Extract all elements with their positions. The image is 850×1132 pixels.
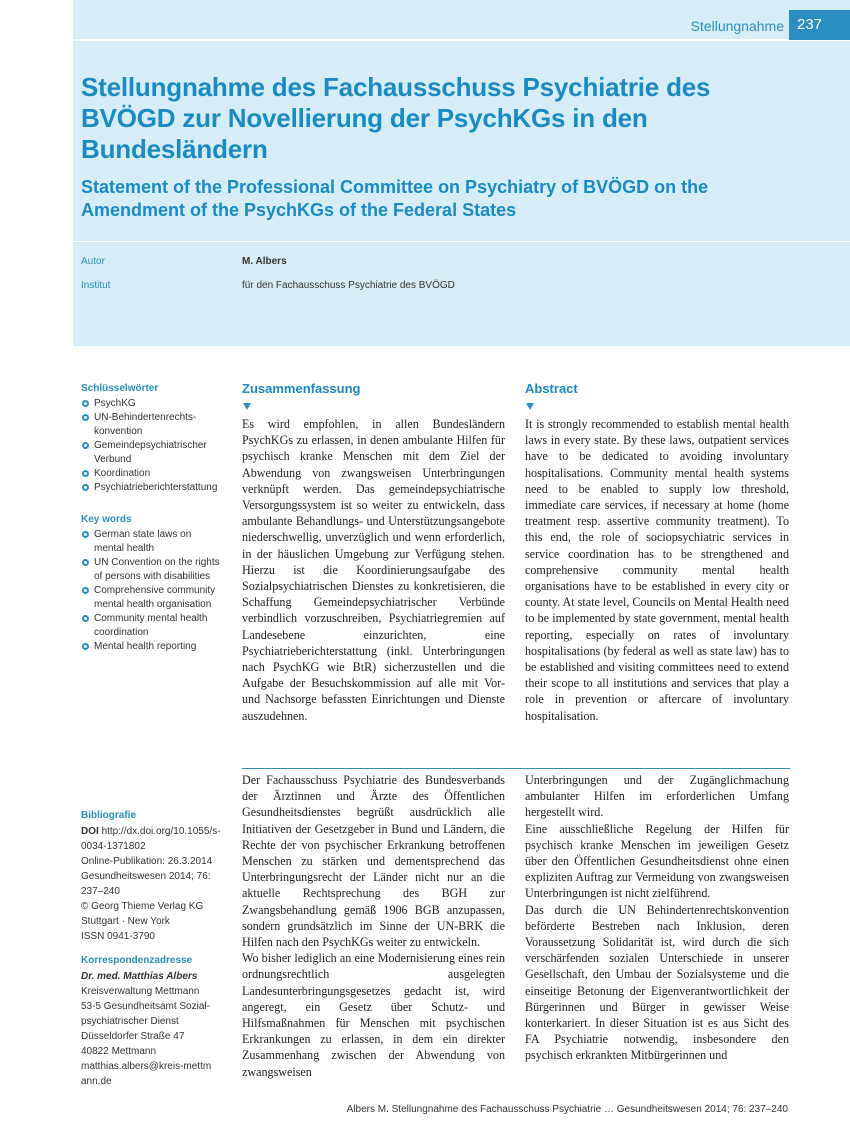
correspondence-email[interactable]: matthias.albers@kreis-mettmann.de	[81, 1061, 212, 1087]
triangle-down-icon	[526, 403, 534, 410]
bullet-icon	[82, 442, 89, 449]
institute-name: für den Fachausschuss Psychiatrie des BVÖGD	[242, 280, 455, 291]
title-german: Stellungnahme des Fachausschuss Psychiatrie des BVÖGD zur Novellierung der PsychKGs in den Bundesländern	[81, 72, 711, 164]
bullet-icon	[82, 587, 89, 594]
correspondence-line: 40822 Mettmann	[81, 1046, 157, 1057]
summary-text: Es wird empfohlen, in allen Bundesländern PsychKGs zu erlassen, in denen ambulante Hilfen für psychisch kranke Menschen mit dem Ziel der Abwendung von zwangsweisen Unterbringungen verknüpft werden. Das gemeindepsychiatrische Versorgungssystem ist so weiter zu entwickeln, dass ambulante Behandlungs- und Unterstützungsangebote niederschwellig, unverzüglich und wenn erforderlich, in der häuslichen Umgebung zur Verfügung stehen. Hierzu ist die Koordinierungsaufgabe des Sozialpsychiatrischen Dienstes zu konkretisieren, die Schaffung Gemeindepsychiatrischer Verbünde verbindlich vorzuschreiben, Psychiatriegremien auf Landesebene einzurichten, eine Psychiatrieberichterstattung (inkl. Unterbringungen nach PsychKG wie BtR) sicherzustellen und die Aufgabe der Besuchskommission auf alle mit Vor- und Nachsorge befassten Einrichtungen und Dienste auszudehnen.	[242, 417, 505, 723]
correspondence-heading: Korrespondenzadresse	[81, 955, 193, 966]
correspondence-line: 53-5 Gesundheitsamt Sozial-psychiatrischer Dienst	[81, 1001, 210, 1027]
header-band	[73, 0, 850, 346]
copyright: © Georg Thieme Verlag KG	[81, 901, 204, 912]
page-number: 237	[797, 16, 823, 33]
title-english: Statement of the Professional Committee on Psychiatry of BVÖGD on the Amendment of the PsychKGs of the Federal States	[81, 177, 709, 220]
doi-link[interactable]: http://dx.doi.org/10.1055/s-0034-1371802	[81, 826, 221, 852]
author-label: Autor	[81, 256, 105, 267]
page-footer: Albers M. Stellungnahme des Fachausschuss Psychiatrie … Gesundheitswesen 2014; 76: 237–240	[346, 1104, 788, 1115]
author-name: M. Albers	[242, 256, 287, 267]
body-paragraph: Das durch die UN Behindertenrechtskonvention beförderte Bestreben nach Inklusion, deren Voraussetzung Solidarität ist, wird durch die sich verschärfenden sozialen Unterschiede in unserer Gesellschaft, den Umbau der Sozialsysteme und die einseitige Betonung der Eigenverantwortlichkeit der Bürgerinnen und Bürger in gewisser Weise konterkariert. In dieser Situation ist es aus Sicht des FA Psychiatrie notwendig, insbesondere den psychisch erkrankten Mitbürgerinnen und	[525, 902, 789, 1063]
correspondence-block	[81, 969, 216, 1089]
body-column-right	[525, 772, 789, 1064]
abstract-text: It is strongly recommended to establish mental health laws in every state. By these laws, outpatient services have to be dedicated to avoiding involuntary hospitalisations. Community mental health systems need to be enabled to supply low threshold, immediate care services, if necessary at home (home treatment resp. assertive community treatment). To this end, the role of sociopsychiatric services in service coordination has to be strengthened and comprehensive community mental health organisations have to be established in every city or county. At state level, Councils on Mental Health need to be implemented by state government, mental health reporting, especially on rates of involuntary hospitalisations (by federal as well as state law) has to be established and visiting committees need to extend their scope to all institutions and services that play a role in prevention or aftercare of involuntary hospitalisation.	[525, 417, 789, 723]
bullet-icon	[82, 615, 89, 622]
keywords-de-heading: Schlüsselwörter	[81, 383, 159, 394]
bullet-icon	[82, 531, 89, 538]
bibliography-block	[81, 824, 226, 944]
bullet-icon	[82, 559, 89, 566]
keyword-item: German state laws on mental health	[81, 528, 223, 556]
keyword-item: Psychiatrieberichterstattung	[81, 481, 223, 495]
bullet-icon	[82, 400, 89, 407]
bullet-icon	[82, 470, 89, 477]
online-date: Online-Publikation: 26.3.2014	[81, 856, 213, 867]
correspondence-line: Düsseldorfer Straße 47	[81, 1031, 185, 1042]
body-paragraph: Wo bisher lediglich an eine Modernisierung eines rein ordnungsrechtlich ausgelegten Landesunterbringungsgesetzes gedacht ist, wird angeregt, ein Gesetz über Schutz- und Hilfsmaßnahmen für Menschen mit psychischen Erkrankungen zu erlassen, in dem ein direkter Zusammenhang zwischen der Abwendung von zwangsweisen	[242, 951, 505, 1079]
title-divider	[73, 241, 850, 242]
keyword-item: UN Convention on the rights of persons with disabilities	[81, 556, 223, 584]
bullet-icon	[82, 643, 89, 650]
keyword-item: Gemeindepsychiatrischer Verbund	[81, 439, 223, 467]
keyword-item: Koordination	[81, 467, 223, 481]
correspondence-name: Dr. med. Matthias Albers	[81, 971, 198, 982]
keyword-item: UN-Behindertenrechts-konvention	[81, 411, 223, 439]
keywords-en-list	[81, 528, 223, 654]
issn: ISSN 0941-3790	[81, 931, 155, 942]
keywords-de-list	[81, 397, 223, 495]
bullet-icon	[82, 414, 89, 421]
keyword-item: Mental health reporting	[81, 640, 223, 654]
correspondence-line: Kreisverwaltung Mettmann	[81, 986, 200, 997]
keyword-item: Community mental health coordination	[81, 612, 223, 640]
journal-ref: Gesundheitswesen 2014; 76: 237–240	[81, 871, 211, 897]
body-paragraph: Der Fachausschuss Psychiatrie des Bundesverbands der Ärztinnen und Ärzte des Öffentlichen Gesundheitsdienstes begrüßt ausdrücklich alle Initiativen der Gesetzgeber in Bund und Ländern, die Rechte der von psychischer Erkrankung betroffenen Menschen zu stärken und dementsprechend das Unterbringungsrecht der Länder nicht nur an die aktuelle Rechtsprechung des BGH zur Zwangsbehandlung gemäß 1906 BGB anzupassen, sondern grundsätzlich im Sinne der UN-BRK die Hilfen nach den PsychKGs weiter zu entwickeln.	[242, 773, 505, 950]
keyword-item: PsychKG	[81, 397, 223, 411]
doi-label: DOI	[81, 826, 99, 837]
body-column-left	[242, 772, 505, 1080]
bullet-icon	[82, 484, 89, 491]
publisher-place: Stuttgart · New York	[81, 916, 170, 927]
body-divider	[242, 768, 790, 769]
keyword-item: Comprehensive community mental health organisation	[81, 584, 223, 612]
body-paragraph: Eine ausschließliche Regelung der Hilfen für psychisch kranke Menschen im jeweiligen Gesetz über den Öffentlichen Gesundheitsdienst ohne einen expliziten Auftrag zur Vermeidung von zwangsweisen Unterbringungen ist nicht zielführend.	[525, 821, 789, 901]
keywords-en-heading: Key words	[81, 514, 132, 525]
section-tag: Stellungnahme	[690, 18, 784, 34]
bibliography-heading: Bibliografie	[81, 810, 137, 821]
body-paragraph: Unterbringungen und der Zugänglichmachung ambulanter Hilfen im erforderlichen Umfang hergestellt wird.	[525, 773, 789, 820]
abstract-heading: Abstract	[525, 381, 578, 396]
summary-heading: Zusammenfassung	[242, 381, 361, 396]
institute-label: Institut	[81, 280, 111, 291]
triangle-down-icon	[243, 403, 251, 410]
header-divider	[73, 39, 850, 41]
